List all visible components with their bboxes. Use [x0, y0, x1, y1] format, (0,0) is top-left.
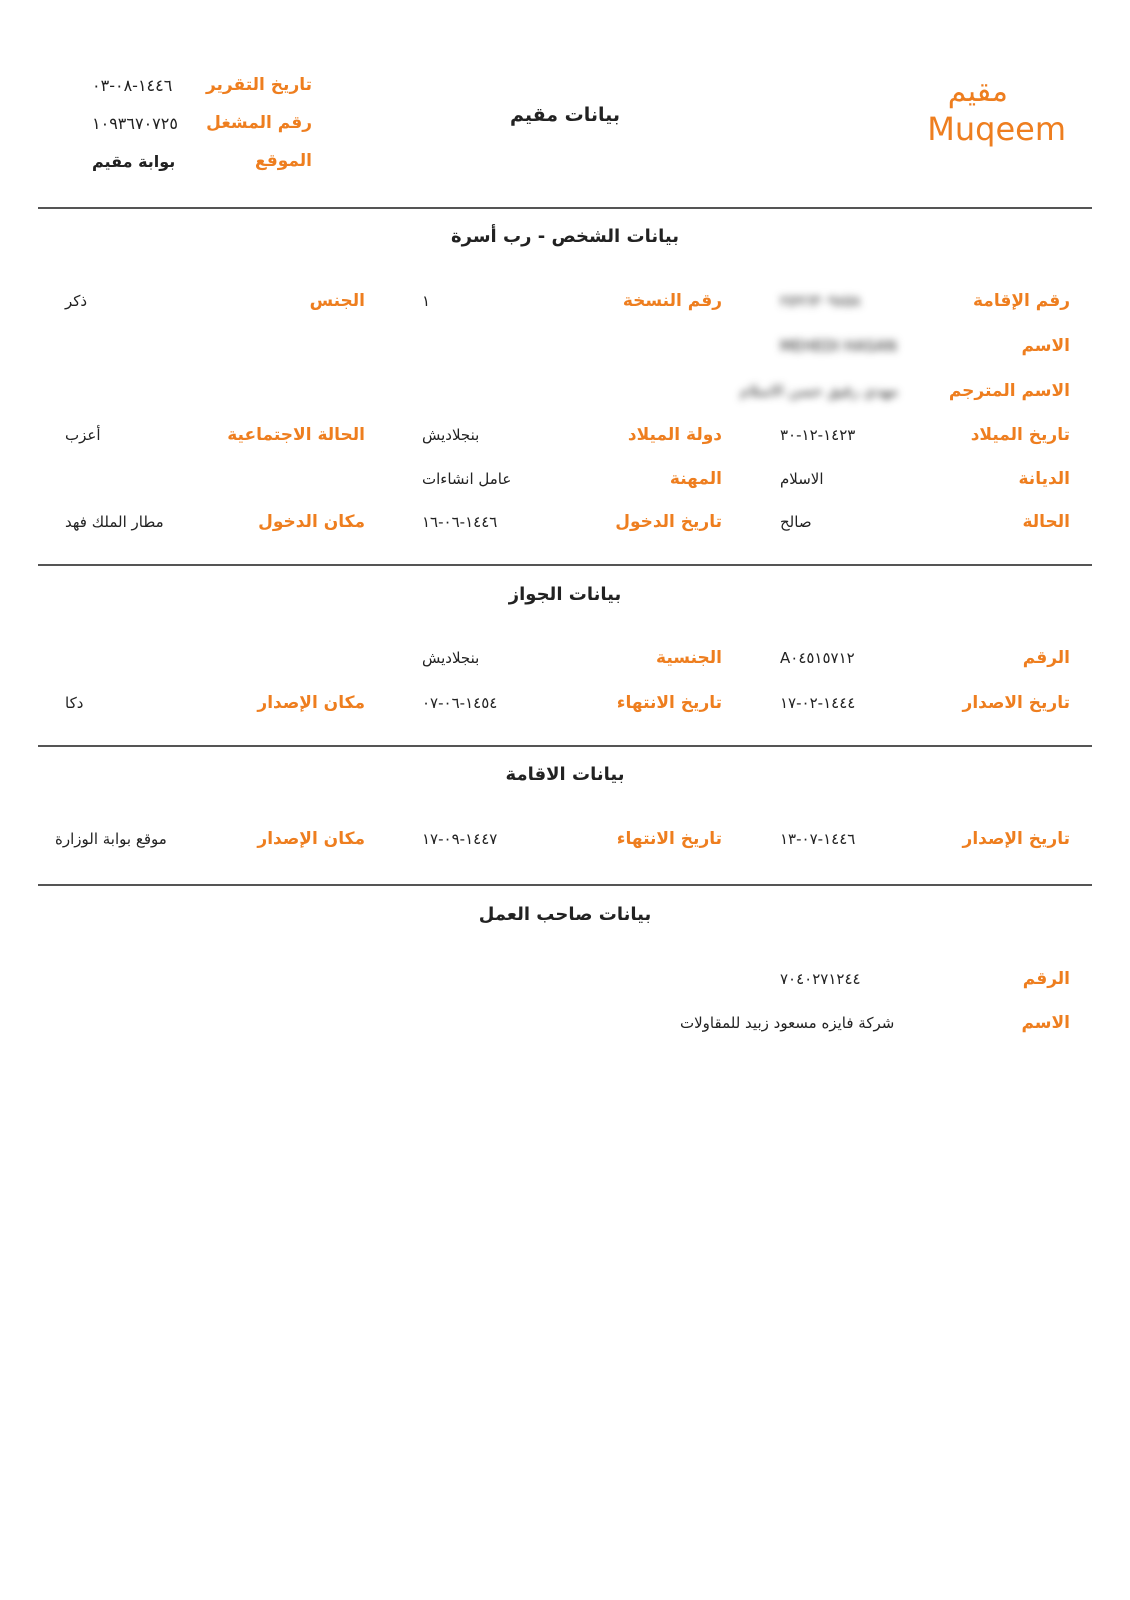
iqama-section-title: بيانات الاقامة [505, 764, 625, 785]
field-gender [65, 286, 365, 316]
passport-section-title: بيانات الجواز [508, 584, 622, 605]
field-occupation [422, 464, 722, 494]
iqama-no-value: ٢٥٩٦٣٠٩٨٥٨ [780, 292, 861, 310]
field-birth-date [780, 420, 1070, 450]
birth-country-label: دولة الميلاد [627, 425, 722, 445]
field-nationality [422, 643, 722, 673]
field-birth-country [422, 420, 722, 450]
section-divider [38, 884, 1092, 886]
passport-expiry-date-label: تاريخ الانتهاء [616, 693, 722, 713]
employer-name-label: الاسم [1021, 1013, 1070, 1033]
person-section-title: بيانات الشخص - رب أسرة [451, 226, 679, 247]
passport-issue-date-value: ١٤٤٤-٠٢-١٧ [780, 694, 856, 712]
field-passport-expiry-date [422, 688, 722, 718]
passport-number-value: A٠٤٥١٥٧١٢ [780, 649, 855, 667]
passport-issue-place-value: دكا [65, 694, 84, 712]
birth-date-label: تاريخ الميلاد [970, 425, 1070, 445]
religion-label: الديانة [1018, 469, 1070, 489]
marital-status-label: الحالة الاجتماعية [227, 425, 365, 445]
field-passport-issue-place [65, 688, 365, 718]
field-passport-issue-date [780, 688, 1070, 718]
iqama-issue-place-label: مكان الإصدار [257, 829, 365, 849]
field-translated-name [740, 376, 1070, 406]
passport-number-label: الرقم [1022, 648, 1070, 668]
iqama-no-label: رقم الإقامة [972, 291, 1070, 311]
field-iqama-no [780, 286, 1070, 316]
name-label: الاسم [1021, 336, 1070, 356]
passport-issue-date-label: تاريخ الاصدار [962, 693, 1070, 713]
passport-expiry-date-value: ١٤٥٤-٠٦-٠٧ [422, 694, 498, 712]
status-value: صالح [780, 513, 812, 531]
employer-number-value: ٧٠٤٠٢٧١٢٤٤ [780, 970, 861, 988]
section-divider [38, 207, 1092, 209]
iqama-expiry-date-label: تاريخ الانتهاء [616, 829, 722, 849]
logo-arabic: مقيم [947, 74, 1008, 109]
meta-location-value: بوابة مقيم [92, 151, 176, 171]
employer-section-title: بيانات صاحب العمل [478, 904, 652, 925]
copy-no-value: ١ [422, 292, 431, 310]
field-employer-number [780, 964, 1070, 994]
meta-report-date [92, 66, 312, 104]
gender-value: ذكر [65, 292, 88, 310]
meta-location-label: الموقع [254, 151, 312, 171]
field-name [780, 331, 1070, 361]
iqama-issue-date-label: تاريخ الإصدار [962, 829, 1070, 849]
section-divider [38, 745, 1092, 747]
iqama-issue-place-value: موقع بوابة الوزارة [55, 830, 167, 848]
occupation-value: عامل انشاءات [422, 470, 512, 488]
nationality-label: الجنسية [656, 648, 722, 668]
entry-date-label: تاريخ الدخول [615, 512, 722, 532]
meta-location [92, 142, 312, 180]
field-entry-place [65, 507, 365, 537]
meta-report-date-value: ١٤٤٦-٠٨-٠٣ [92, 75, 173, 95]
passport-issue-place-label: مكان الإصدار [257, 693, 365, 713]
religion-value: الاسلام [780, 470, 824, 488]
nationality-value: بنجلاديش [422, 649, 480, 667]
translated-name-value: مهدي رفيق حسن الاسلام [740, 382, 898, 400]
iqama-issue-date-value: ١٤٤٦-٠٧-١٣ [780, 830, 856, 848]
copy-no-label: رقم النسخة [622, 291, 722, 311]
meta-operator-no-label: رقم المشغل [206, 113, 312, 133]
field-copy-no [422, 286, 722, 316]
birth-country-value: بنجلاديش [422, 426, 480, 444]
logo-latin: Muqeem [927, 110, 1066, 148]
meta-report-date-label: تاريخ التقرير [205, 75, 312, 95]
employer-number-label: الرقم [1022, 969, 1070, 989]
entry-date-value: ١٤٤٦-٠٦-١٦ [422, 513, 498, 531]
entry-place-label: مكان الدخول [258, 512, 365, 532]
field-entry-date [422, 507, 722, 537]
birth-date-value: ١٤٢٣-١٢-٣٠ [780, 426, 856, 444]
marital-status-value: أعزب [65, 426, 101, 444]
status-label: الحالة [1022, 512, 1070, 532]
occupation-label: المهنة [669, 469, 722, 489]
employer-name-value: شركة فايزه مسعود زبيد للمقاولات [680, 1014, 895, 1032]
name-value: MEHEDI HASAN [780, 337, 897, 355]
section-divider [38, 564, 1092, 566]
field-status [780, 507, 1070, 537]
report-meta [92, 66, 312, 180]
gender-label: الجنس [309, 291, 365, 311]
field-marital-status [65, 420, 365, 450]
field-religion [780, 464, 1070, 494]
meta-operator-no-value: ١٠٩٣٦٧٠٧٢٥ [92, 113, 178, 133]
field-passport-number [780, 643, 1070, 673]
field-iqama-issue-date [780, 824, 1070, 854]
document-title: بيانات مقيم [509, 104, 621, 126]
entry-place-value: مطار الملك فهد [65, 513, 164, 531]
field-employer-name [680, 1008, 1070, 1038]
iqama-expiry-date-value: ١٤٤٧-٠٩-١٧ [422, 830, 498, 848]
meta-operator-no [92, 104, 312, 142]
field-iqama-issue-place [55, 824, 365, 854]
translated-name-label: الاسم المترجم [948, 381, 1070, 401]
field-iqama-expiry-date [422, 824, 722, 854]
